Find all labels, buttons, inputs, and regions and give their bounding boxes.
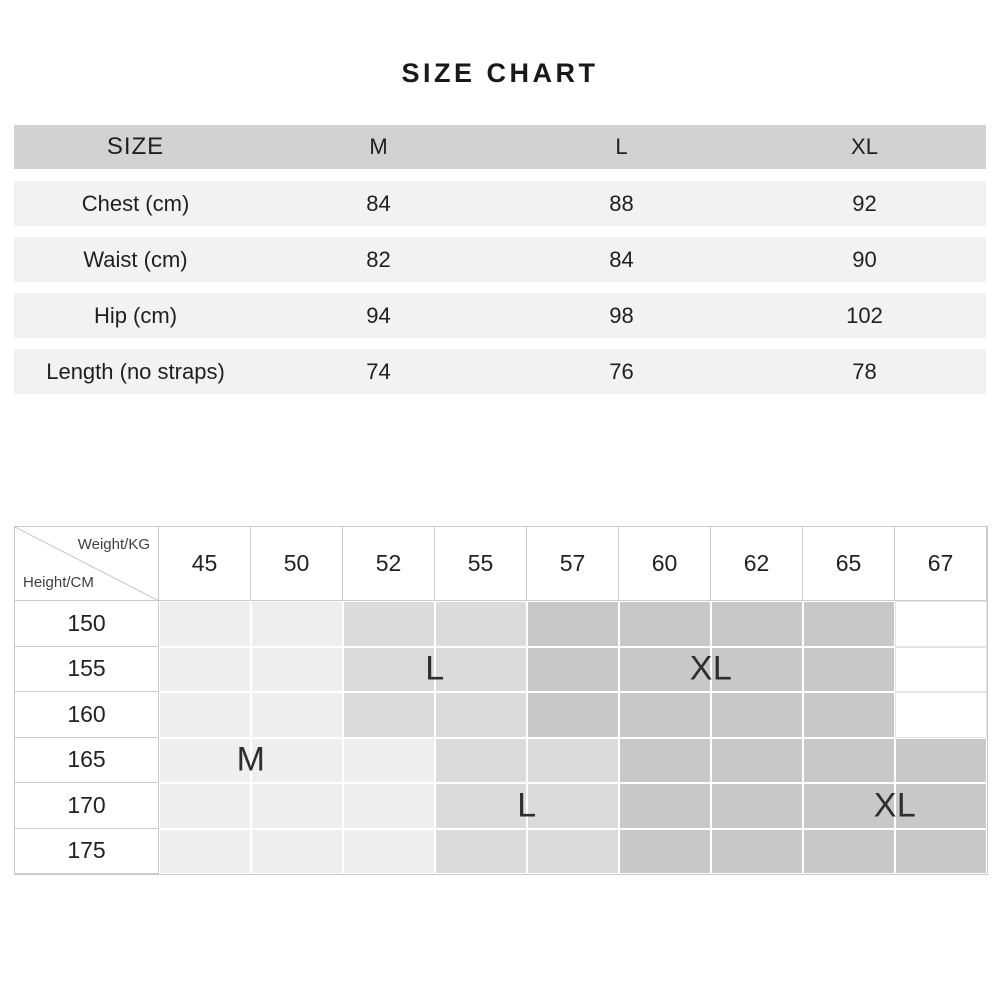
fit-cell-none [895, 601, 987, 647]
page-title: SIZE CHART [401, 58, 599, 88]
fit-cell-m [159, 783, 251, 829]
fit-cell-l [435, 829, 527, 875]
measurement-value: 84 [366, 190, 391, 216]
fit-cell-xl [803, 692, 895, 738]
measurement-value: 74 [366, 358, 391, 384]
measurement-value: 94 [366, 302, 391, 328]
size-region-label: M [236, 740, 266, 779]
size-header-XL: XL [851, 134, 878, 159]
size-table-header-row [14, 125, 986, 169]
fit-cell-l [527, 829, 619, 875]
fit-cell-m [343, 829, 435, 875]
fit-cell-xl [527, 692, 619, 738]
fit-cell-xl [803, 738, 895, 784]
size-table-row [14, 293, 986, 338]
fit-cell-m [343, 783, 435, 829]
height-header-cell: 170 [15, 783, 159, 829]
fit-cell-m [251, 783, 343, 829]
fit-cell-l [435, 783, 527, 829]
size-region-label: XL [873, 786, 917, 825]
size-table-body [14, 181, 986, 394]
fit-cell-m [251, 738, 343, 784]
height-header-cell: 165 [15, 738, 159, 784]
weight-header-cell: 67 [895, 527, 987, 601]
size-table-row [14, 181, 986, 226]
fit-cell-m [343, 738, 435, 784]
measurement-value: 90 [852, 246, 877, 272]
measurement-value: 88 [609, 190, 634, 216]
fit-cell-xl [711, 829, 803, 875]
height-header-cell: 160 [15, 692, 159, 738]
weight-header-cell: 65 [803, 527, 895, 601]
fit-cell-l [527, 738, 619, 784]
size-table [14, 125, 986, 394]
fit-cell-xl [895, 738, 987, 784]
fit-cell-none [895, 692, 987, 738]
measurement-label: Length (no straps) [46, 358, 225, 384]
fit-cell-xl [711, 647, 803, 693]
size-region-label: XL [689, 649, 733, 688]
fit-cell-m [251, 692, 343, 738]
fit-cell-l [435, 738, 527, 784]
height-header-cell: 175 [15, 829, 159, 875]
measurement-value: 98 [609, 302, 634, 328]
fit-cell-l [343, 647, 435, 693]
measurement-label: Chest (cm) [81, 190, 190, 216]
weight-axis-label: Weight/KG [77, 536, 150, 553]
fit-cell-m [159, 738, 251, 784]
measurement-label: Hip (cm) [93, 302, 178, 328]
fit-cell-m [251, 601, 343, 647]
fit-cell-xl [619, 829, 711, 875]
weight-header-cell: 57 [527, 527, 619, 601]
fit-cell-xl [803, 829, 895, 875]
corner-header-cell [15, 527, 159, 601]
fit-cell-xl [527, 601, 619, 647]
measurement-value: 78 [852, 358, 877, 384]
size-header-M: M [369, 134, 388, 159]
fit-cell-xl [711, 601, 803, 647]
fit-cell-xl [711, 692, 803, 738]
height-header-cell: 150 [15, 601, 159, 647]
fit-cell-xl [527, 647, 619, 693]
fit-cell-l [527, 783, 619, 829]
height-header-cell: 155 [15, 647, 159, 693]
fit-cell-xl [803, 783, 895, 829]
fit-cell-m [251, 829, 343, 875]
fit-cell-xl [619, 738, 711, 784]
fit-cell-l [435, 647, 527, 693]
fit-cell-m [251, 647, 343, 693]
weight-header-cell: 55 [435, 527, 527, 601]
fit-cell-xl [619, 783, 711, 829]
fit-cell-xl [895, 829, 987, 875]
fit-cell-none [895, 647, 987, 693]
fit-cell-xl [619, 692, 711, 738]
fit-cell-xl [711, 783, 803, 829]
size-region-label: L [425, 649, 445, 688]
weight-header-cell: 50 [251, 527, 343, 601]
measurement-value: 102 [846, 302, 883, 328]
measurement-value: 84 [609, 246, 634, 272]
fit-cell-l [343, 601, 435, 647]
size-table-row [14, 349, 986, 394]
height-weight-fit-matrix [14, 526, 988, 875]
fit-cell-m [159, 601, 251, 647]
size-table-row [14, 237, 986, 282]
fit-cell-xl [895, 783, 987, 829]
height-axis-label: Height/CM [23, 574, 94, 591]
fit-cell-l [343, 692, 435, 738]
fit-cell-xl [711, 738, 803, 784]
weight-header-cell: 52 [343, 527, 435, 601]
fit-cell-l [435, 601, 527, 647]
weight-header-cell: 60 [619, 527, 711, 601]
fit-cell-l [435, 692, 527, 738]
fit-cell-m [159, 692, 251, 738]
size-region-label: L [517, 786, 537, 825]
measurement-value: 76 [609, 358, 634, 384]
fit-cell-m [159, 829, 251, 875]
measurement-value: 92 [852, 190, 877, 216]
measurement-label: Waist (cm) [83, 246, 188, 272]
fit-cell-xl [803, 601, 895, 647]
fit-cell-xl [619, 647, 711, 693]
size-column-header: SIZE [106, 133, 165, 160]
fit-cell-xl [803, 647, 895, 693]
measurement-value: 82 [366, 246, 391, 272]
weight-header-cell: 45 [159, 527, 251, 601]
fit-cell-m [159, 647, 251, 693]
weight-header-cell: 62 [711, 527, 803, 601]
fit-cell-xl [619, 601, 711, 647]
size-header-L: L [615, 134, 628, 159]
